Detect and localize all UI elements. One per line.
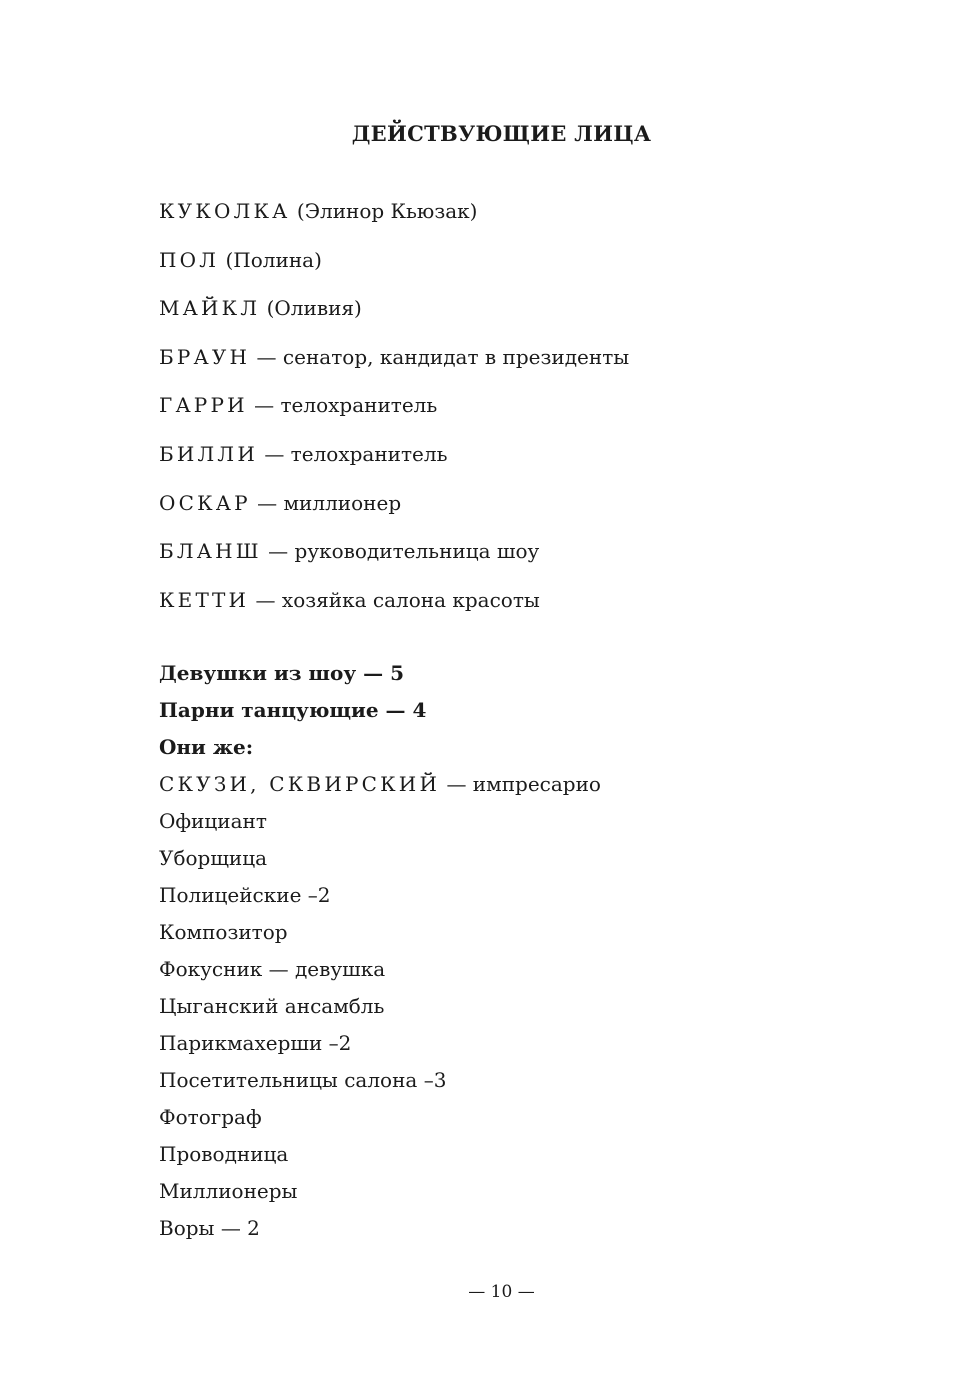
list-item: Уборщица — [159, 846, 268, 870]
page-number: — 10 — — [468, 1282, 535, 1302]
role-item — [159, 392, 629, 441]
list-item: Проводница — [159, 1142, 289, 1166]
list-item: Официант — [159, 809, 267, 833]
role-name: КЕТТИ — [159, 587, 250, 612]
role-description: — руководительница шоу — [261, 539, 540, 564]
list-item: Посетительницы салона –3 — [159, 1068, 447, 1092]
role-description: — телохранитель — [257, 441, 448, 466]
role-description: — импресарио — [440, 772, 601, 796]
list-item: Парикмахерши –2 — [159, 1031, 352, 1055]
role-description: (Полина) — [219, 247, 322, 272]
group-heading: Они же: — [159, 735, 254, 759]
role-description: — сенатор, кандидат в президенты — [250, 344, 630, 369]
role-description: — телохранитель — [247, 393, 438, 418]
role-item — [159, 344, 629, 393]
list-item: Воры — 2 — [159, 1216, 260, 1240]
list-item: Цыганский ансамбль — [159, 994, 385, 1018]
role-description: (Оливия) — [260, 296, 362, 321]
main-roles-list — [159, 198, 629, 635]
role-item — [159, 295, 629, 344]
role-item — [159, 198, 629, 247]
list-item: Фокусник — девушка — [159, 957, 386, 981]
page-title: ДЕЙСТВУЮЩИЕ ЛИЦА — [351, 121, 652, 146]
secondary-roles-list — [159, 660, 601, 1252]
list-item: Полицейские –2 — [159, 883, 331, 907]
role-description: — хозяйка салона красоты — [249, 587, 540, 612]
list-item: Миллионеры — [159, 1179, 298, 1203]
role-name: ПОЛ — [159, 247, 220, 272]
role-item — [159, 538, 629, 587]
role-name: ГАРРИ — [159, 393, 248, 418]
role-name: БРАУН — [159, 344, 251, 369]
role-name: КУКОЛКА — [159, 199, 291, 223]
role-description: — миллионер — [250, 490, 402, 515]
role-name: БИЛЛИ — [159, 441, 258, 466]
role-name: ОСКАР — [159, 490, 251, 515]
role-item — [159, 441, 629, 490]
role-name: МАЙКЛ — [159, 296, 261, 321]
list-item: Фотограф — [159, 1105, 262, 1129]
role-description: (Элинор Кьюзак) — [290, 199, 478, 223]
list-item: Композитор — [159, 920, 288, 944]
role-name: БЛАНШ — [159, 539, 262, 564]
group-heading: Парни танцующие — 4 — [159, 698, 427, 722]
role-item — [159, 587, 629, 636]
role-name: СКУЗИ, СКВИРСКИЙ — [159, 772, 441, 796]
role-item — [159, 490, 629, 539]
role-item — [159, 771, 601, 808]
group-heading: Девушки из шоу — 5 — [159, 661, 404, 685]
role-item — [159, 247, 629, 296]
